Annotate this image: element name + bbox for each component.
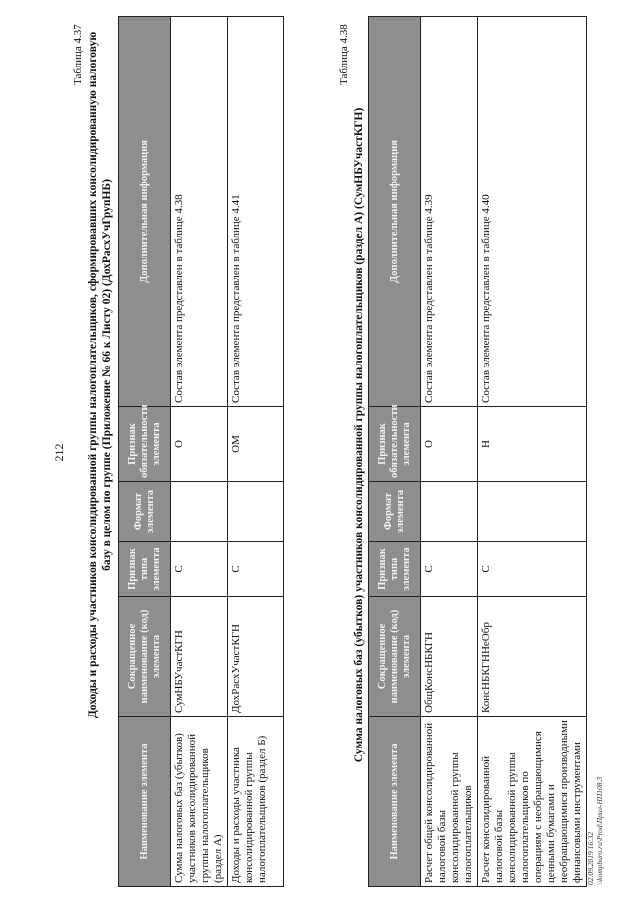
table1 bbox=[118, 16, 284, 887]
cell-code: ДохРасхУчастКГН bbox=[228, 597, 284, 717]
cell-format bbox=[171, 482, 228, 542]
cell-required: О bbox=[421, 407, 478, 482]
table1-header-type: Признак типа элемента bbox=[119, 542, 171, 597]
table2-header-type: Признак типа элемента bbox=[369, 542, 421, 597]
cell-code: КонсНБКГННеОбр bbox=[478, 597, 587, 717]
table1-header-name: Наименование элемента bbox=[119, 717, 171, 887]
page-number: 212 bbox=[52, 443, 66, 462]
cell-name: Расчет общей консолидированной налоговой базы консолидированной группы налогоплательщиков bbox=[421, 717, 478, 887]
cell-info: Состав элемента представлен в таблице 4.41 bbox=[228, 17, 284, 407]
table2-header-info: Дополнительная информация bbox=[369, 17, 421, 407]
cell-type: С bbox=[478, 542, 587, 597]
table2 bbox=[368, 16, 587, 887]
print-stamp bbox=[586, 777, 604, 885]
cell-required: ОМ bbox=[228, 407, 284, 482]
table2-header-code: Сокращенное наименование (код) элемента bbox=[369, 597, 421, 717]
cell-code: СумНБУчастКГН bbox=[171, 597, 228, 717]
cell-type: С bbox=[228, 542, 284, 597]
table1-header-format: Формат элемента bbox=[119, 482, 171, 542]
cell-type: С bbox=[171, 542, 228, 597]
table1-header-required: Признак обязательности элемента bbox=[119, 407, 171, 482]
table-row bbox=[421, 17, 478, 887]
cell-name: Сумма налоговых баз (убытков) участников консолидированной группы налогоплательщиков (раздел А) bbox=[171, 717, 228, 887]
cell-info: Состав элемента представлен в таблице 4.40 bbox=[478, 17, 587, 407]
cell-info: Состав элемента представлен в таблице 4.38 bbox=[171, 17, 228, 407]
cell-name: Расчет консолидированной налоговой базы консолидированной группы налогоплательщиков по операциям с необращающимися ценными бумагами и необращающимися производными финансовыми инструментами bbox=[478, 717, 587, 887]
table2-header-required: Признак обязательности элемента bbox=[369, 407, 421, 482]
table-row bbox=[228, 17, 284, 887]
table-row bbox=[478, 17, 587, 887]
table2-title: Сумма налоговых баз (убытков) участников консолидированной группы налогоплательщиков (раздел А) (СумНБУчастКГН) bbox=[353, 107, 365, 763]
table2-header-name: Наименование элемента bbox=[369, 717, 421, 887]
cell-format bbox=[478, 482, 587, 542]
cell-code: ОбщКонсНБКГН bbox=[421, 597, 478, 717]
cell-required: О bbox=[171, 407, 228, 482]
table2-label: Таблица 4.38 bbox=[338, 24, 350, 85]
table1-header-info: Дополнительная информация bbox=[119, 17, 171, 407]
cell-type: С bbox=[421, 542, 478, 597]
cell-format bbox=[421, 482, 478, 542]
cell-format bbox=[228, 482, 284, 542]
table1-title: Доходы и расходы участников консолидированной группы налогоплательщиков, сформировавших консолидированную налоговую базу в целом по группе (Приложение № 66 к Листу 02) (ДохРасхУчГрупНБ) bbox=[87, 31, 113, 719]
table1-label: Таблица 4.37 bbox=[72, 24, 84, 85]
cell-name: Доходы и расходы участника консолидированной группы налогоплательщиков (раздел Б) bbox=[228, 717, 284, 887]
table2-header-format: Формат элемента bbox=[369, 482, 421, 542]
cell-info: Состав элемента представлен в таблице 4.39 bbox=[421, 17, 478, 407]
table1-header-code: Сокращенное наименование (код) элемента bbox=[119, 597, 171, 717]
table-row bbox=[171, 17, 228, 887]
stamp-path: \\kompburo.ru\Prod\Прил-НП108.3 bbox=[595, 776, 604, 885]
cell-required: Н bbox=[478, 407, 587, 482]
stamp-date: 02.09.2019 16:32 bbox=[586, 831, 595, 885]
